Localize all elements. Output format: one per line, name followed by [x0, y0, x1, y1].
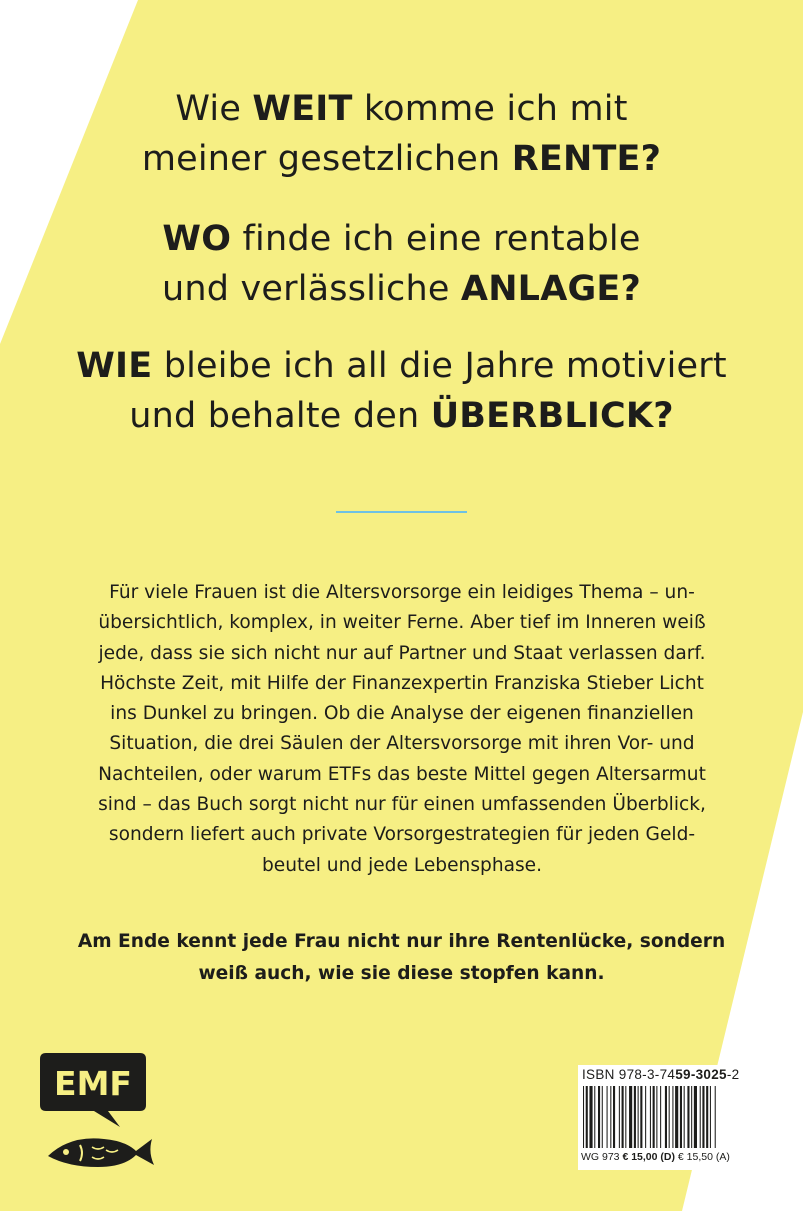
barcode-bar [638, 1086, 639, 1148]
description-line: Für viele Frauen ist die Altersvorsorge ein leidiges Thema – un- [109, 582, 695, 603]
description-line: ins Dunkel zu bringen. Ob die Analyse der eigenen finanziellen [110, 703, 694, 725]
divider-line [336, 511, 467, 513]
barcode-bar [684, 1086, 685, 1148]
barcode-image [581, 1086, 756, 1148]
barcode-bar [598, 1086, 600, 1148]
description-line: Situation, die drei Säulen der Altersvorsorge mit ihren Vor- und [109, 733, 695, 755]
barcode-bar [629, 1086, 632, 1148]
question-1-line-2: meiner gesetzlichen RENTE? [141, 139, 662, 179]
barcode-bar [665, 1086, 667, 1148]
description-paragraph [86, 578, 718, 881]
fish-icon [48, 1138, 154, 1167]
barcode-bar [650, 1086, 651, 1148]
barcode-bar [687, 1086, 689, 1148]
barcode-bar [640, 1086, 642, 1148]
question-2-line-1: WO finde ich eine rentable [162, 219, 641, 259]
description-line: Höchste Zeit, mit Hilfe der Finanzexpertin Franziska Stieber Licht [100, 672, 704, 694]
barcode-bar [675, 1086, 678, 1148]
barcode-bar [613, 1086, 615, 1148]
description-line: Nachteilen, oder warum ETFs das beste Mittel gegen Altersarmut [98, 763, 706, 785]
barcode-bar [680, 1086, 682, 1148]
isbn-number: ISBN 978-3-7459-3025-2 [582, 1067, 740, 1082]
logo-text: EMF [54, 1064, 132, 1103]
question-1-line-1: Wie WEIT komme ich mit [175, 89, 628, 129]
question-3 [0, 341, 803, 441]
description-line: beutel und jede Lebensphase. [261, 854, 543, 876]
question-1 [0, 84, 803, 184]
publisher-logo [40, 1053, 170, 1173]
barcode-bar [710, 1086, 711, 1148]
barcode-bar [645, 1086, 646, 1148]
closing-statement [60, 926, 743, 990]
barcode-bar [622, 1086, 624, 1148]
barcode-bar [660, 1086, 661, 1148]
question-3-line-1: WIE bleibe ich all die Jahre motiviert [76, 346, 727, 386]
question-3-line-2: und behalte den ÜBERBLICK? [129, 396, 674, 436]
barcode-bar [702, 1086, 704, 1148]
barcode-bar [715, 1086, 716, 1148]
barcode-bar [602, 1086, 603, 1148]
question-2 [0, 214, 803, 314]
barcode-bar [619, 1086, 620, 1148]
barcode-bar [594, 1086, 595, 1148]
barcode-bar [610, 1086, 611, 1148]
barcode-bar [607, 1086, 608, 1148]
closing-line: Am Ende kennt jede Frau nicht nur ihre Rentenlücke, sondern [77, 931, 726, 952]
barcode-bar [586, 1086, 588, 1148]
barcode-bar [589, 1086, 592, 1148]
description-line: sind – das Buch sorgt nicht nur für einen umfassenden Überblick, [98, 794, 706, 816]
barcode-bar [694, 1086, 697, 1148]
barcode-bar [656, 1086, 657, 1148]
question-2-line-2: und verlässliche ANLAGE? [161, 269, 642, 309]
price-info: WG 973 € 15,00 (D) € 15,50 (A) [581, 1151, 730, 1163]
description-line: übersichtlich, komplex, in weiter Ferne. Aber tief im Inneren weiß [98, 612, 706, 634]
barcode-bar [672, 1086, 673, 1148]
barcode-bar [653, 1086, 655, 1148]
description-line: jede, dass sie sich nicht nur auf Partner und Staat verlassen darf. [98, 642, 706, 664]
barcode-bar [634, 1086, 636, 1148]
barcode-bar [700, 1086, 701, 1148]
barcode-bar [669, 1086, 670, 1148]
description-line: sondern liefert auch private Vorsorgestrategien für jeden Geld- [108, 824, 696, 846]
barcode-bar [706, 1086, 708, 1148]
barcode-bar [691, 1086, 692, 1148]
barcode-bar [583, 1086, 584, 1148]
barcode-block [578, 1065, 759, 1170]
closing-line: weiß auch, wie sie diese stopfen kann. [198, 963, 605, 984]
barcode-bar [625, 1086, 626, 1148]
